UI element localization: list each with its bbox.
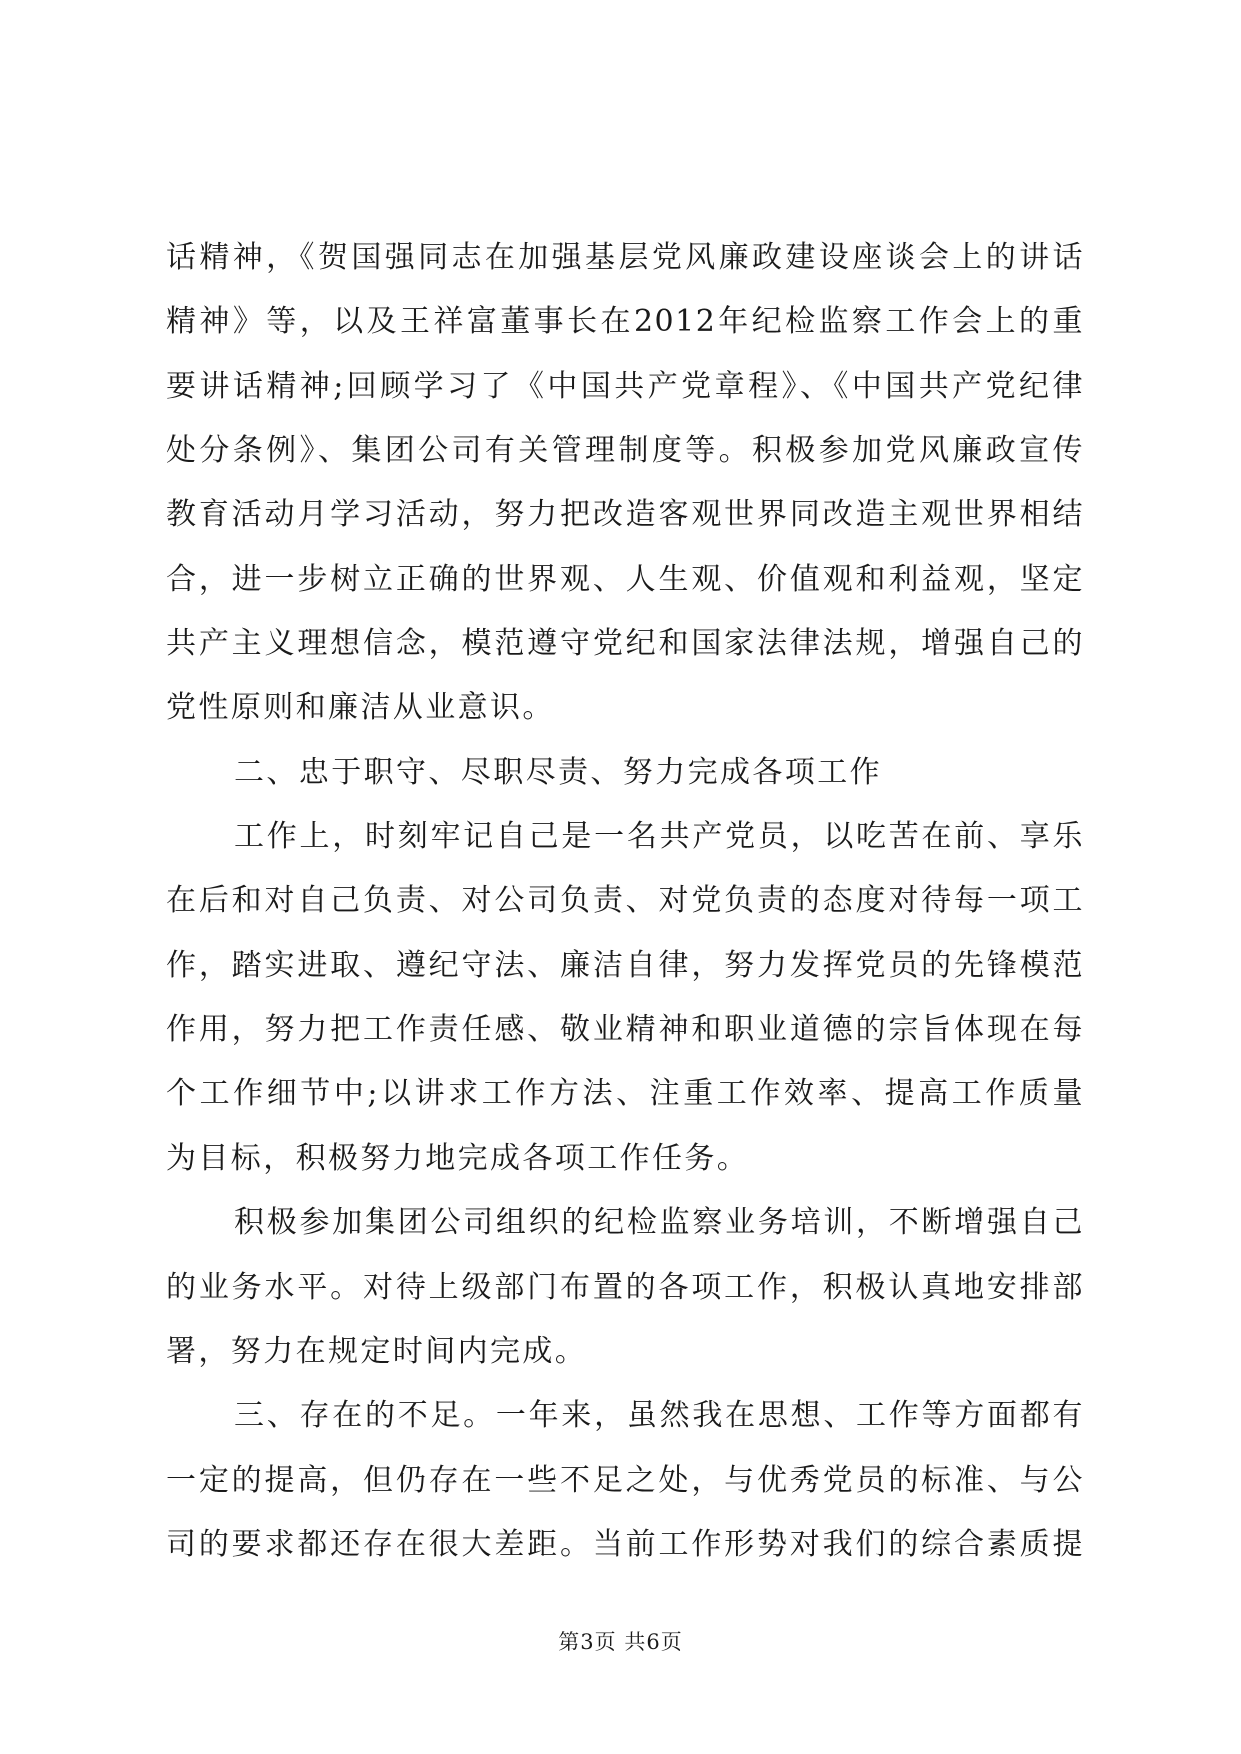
paragraph [166, 226, 1084, 741]
document-body [166, 226, 1084, 1577]
text-line: 积极参加集团公司组织的纪检监察业务培训，不断增强自己 [234, 1205, 1084, 1241]
text-line: 署，努力在规定时间内完成。 [166, 1333, 588, 1369]
text-line: 要讲话精神;回顾学习了《中国共产党章程》、《中国共产党纪律 [166, 368, 1084, 404]
text-line: 精神》等，以及王祥富董事长在2012年纪检监察工作会上的重 [166, 304, 1084, 340]
text-line: 作，踏实进取、遵纪守法、廉洁自律，努力发挥党员的先锋模范 [166, 947, 1084, 983]
text-line: 三、存在的不足。一年来，虽然我在思想、工作等方面都有 [234, 1398, 1084, 1434]
heading-line: 二、忠于职守、尽职尽责、努力完成各项工作 [234, 754, 882, 790]
text-line: 共产主义理想信念，模范遵守党纪和国家法律法规，增强自己的 [166, 626, 1084, 662]
text-line: 教育活动月学习活动，努力把改造客观世界同改造主观世界相结 [166, 497, 1084, 533]
page-number-footer: 第3页 共6页 [558, 1630, 683, 1654]
text-line: 处分条例》、集团公司有关管理制度等。积极参加党风廉政宣传 [166, 433, 1084, 469]
section-heading [166, 741, 1084, 805]
text-line: 党性原则和廉洁从业意识。 [166, 690, 555, 726]
paragraph [166, 805, 1084, 1191]
text-line: 作用，努力把工作责任感、敬业精神和职业道德的宗旨体现在每 [166, 1012, 1084, 1048]
paragraph [166, 1191, 1084, 1384]
text-line: 工作上，时刻牢记自己是一名共产党员，以吃苦在前、享乐 [234, 819, 1084, 855]
text-line: 个工作细节中;以讲求工作方法、注重工作效率、提高工作质量 [166, 1076, 1084, 1112]
text-line: 在后和对自己负责、对公司负责、对党负责的态度对待每一项工 [166, 883, 1084, 919]
text-line: 司的要求都还存在很大差距。当前工作形势对我们的综合素质提 [166, 1526, 1084, 1562]
text-line: 话精神，《贺国强同志在加强基层党风廉政建设座谈会上的讲话 [166, 240, 1084, 275]
text-line: 合，进一步树立正确的世界观、人生观、价值观和利益观，坚定 [166, 561, 1084, 597]
text-line: 为目标，积极努力地完成各项工作任务。 [166, 1140, 750, 1176]
paragraph [166, 1384, 1084, 1577]
text-line: 的业务水平。对待上级部门布置的各项工作，积极认真地安排部 [166, 1269, 1084, 1305]
text-line: 一定的提高，但仍存在一些不足之处，与优秀党员的标准、与公 [166, 1462, 1084, 1498]
